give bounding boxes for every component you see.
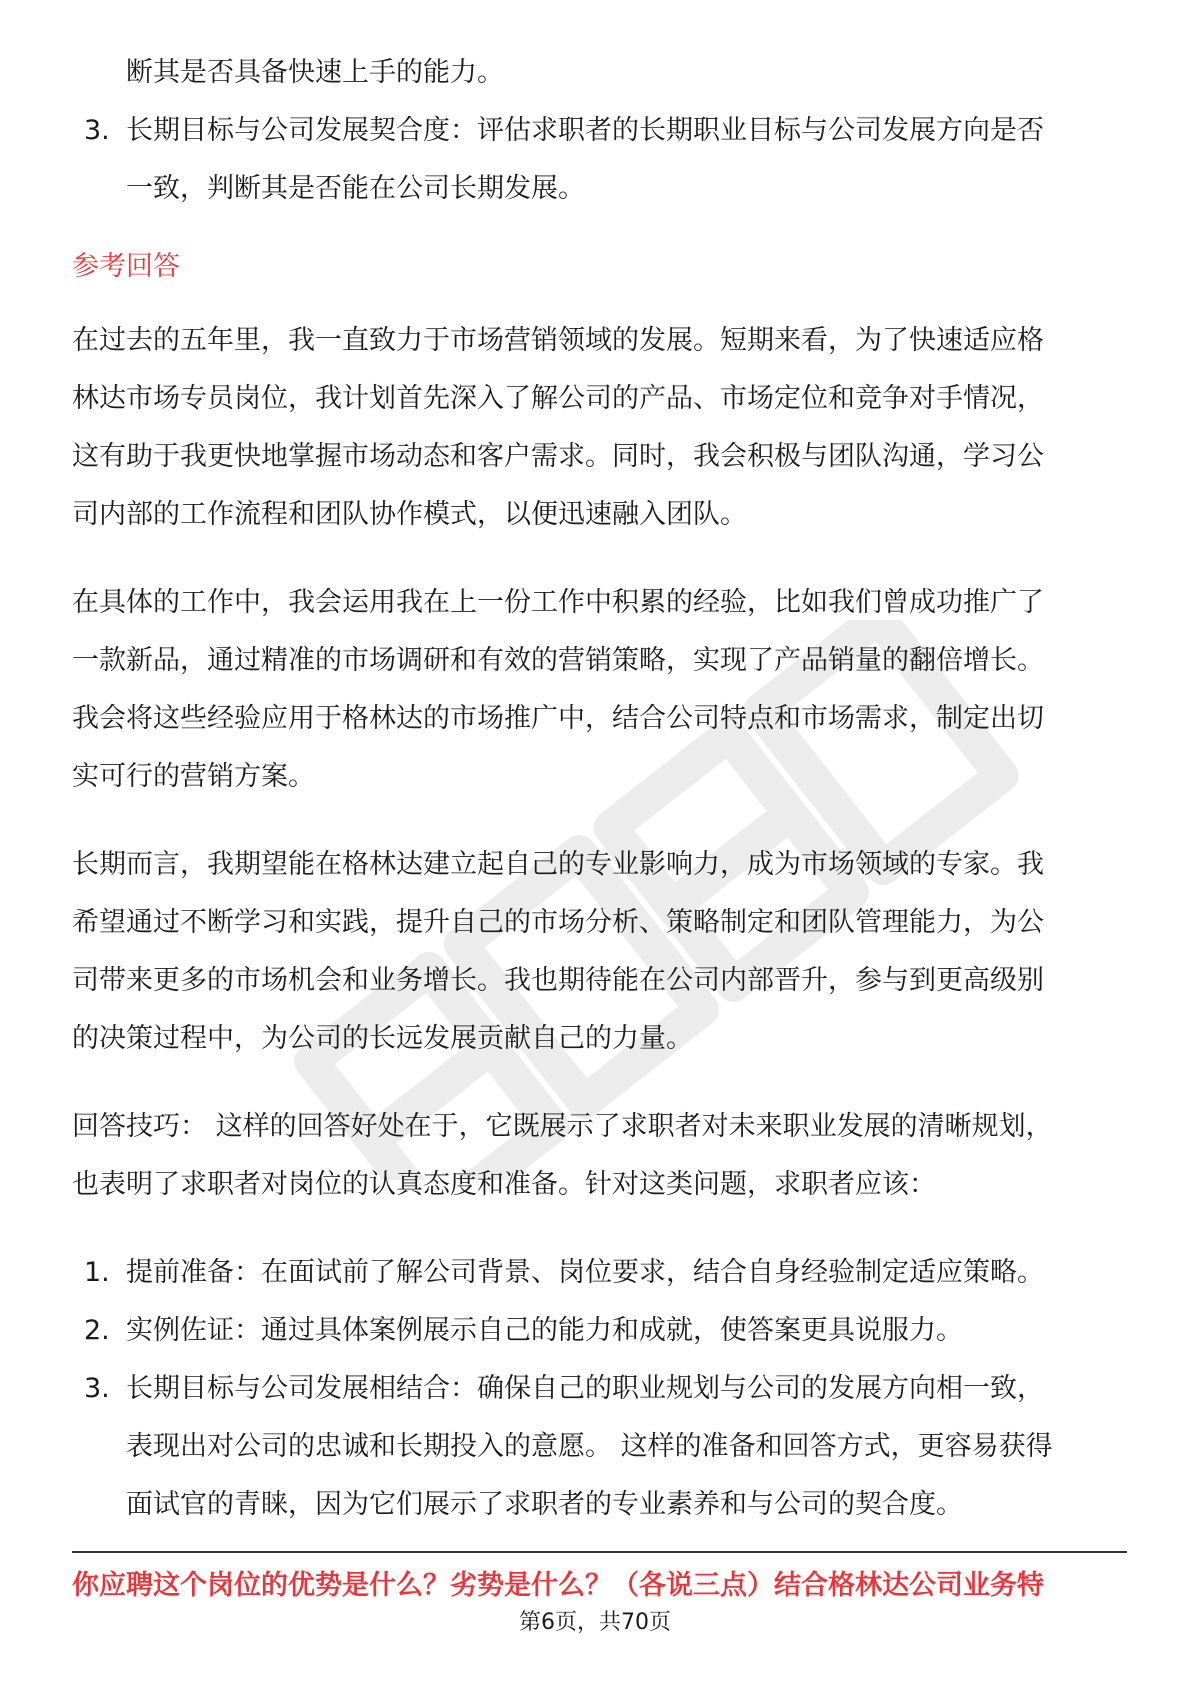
paragraph-line: 林达市场专员岗位，我计划首先深入了解公司的产品、市场定位和竞争对手情况， [72, 383, 1044, 414]
paragraph-line: 实可行的营销方案。 [72, 761, 315, 792]
paragraph-line: 希望通过不断学习和实践，提升自己的市场分析、策略制定和团队管理能力，为公 [72, 907, 1044, 938]
list-item [72, 1302, 1122, 1360]
main-content [72, 44, 1122, 1534]
section-heading: 参考回答 [72, 251, 180, 282]
paragraph-line: 司内部的工作流程和团队协作模式，以便迅速融入团队。 [72, 499, 747, 530]
list-item-text: 面试官的青睐，因为它们展示了求职者的专业素养和与公司的契合度。 [126, 1489, 963, 1520]
paragraph-line: 也表明了求职者对岗位的认真态度和准备。针对这类问题，求职者应该： [72, 1169, 936, 1200]
paragraph-line: 我会将这些经验应用于格林达的市场推广中，结合公司特点和市场需求，制定出切 [72, 703, 1044, 734]
list-number: 2. [84, 1315, 110, 1346]
list-item [72, 102, 1122, 218]
list-item-text: 表现出对公司的忠诚和长期投入的意愿。 这样的准备和回答方式，更容易获得 [126, 1431, 1053, 1462]
list-item-continuation: 断其是否具备快速上手的能力。 [126, 57, 504, 88]
list-item-text: 提前准备：在面试前了解公司背景、岗位要求，结合自身经验制定适应策略。 [126, 1257, 1044, 1288]
paragraph-line: 在具体的工作中，我会运用我在上一份工作中积累的经验，比如我们曾成功推广了 [72, 587, 1044, 618]
paragraph [72, 312, 1122, 544]
tips-list [72, 1244, 1122, 1534]
paragraph-line: 一款新品，通过精准的市场调研和有效的营销策略，实现了产品销量的翻倍增长。 [72, 645, 1044, 676]
footer-divider [72, 1551, 1127, 1553]
list-number: 3. [84, 115, 110, 146]
paragraph-line: 长期而言，我期望能在格林达建立起自己的专业影响力，成为市场领域的专家。我 [72, 849, 1044, 880]
next-question-title: 你应聘这个岗位的优势是什么？劣势是什么？（各说三点）结合格林达公司业务特 [72, 1570, 1044, 1601]
list-item [72, 1360, 1122, 1534]
list-number: 1. [84, 1257, 110, 1288]
paragraph-line: 在过去的五年里，我一直致力于市场营销领域的发展。短期来看，为了快速适应格 [72, 325, 1044, 356]
list-number: 3. [84, 1373, 110, 1404]
list-item-text: 长期目标与公司发展相结合：确保自己的职业规划与公司的发展方向相一致， [126, 1373, 1044, 1404]
list-item-text: 一致，判断其是否能在公司长期发展。 [126, 173, 585, 204]
list-item-text: 长期目标与公司发展契合度：评估求职者的长期职业目标与公司发展方向是否 [126, 115, 1044, 146]
list-item-text: 实例佐证：通过具体案例展示自己的能力和成就，使答案更具说服力。 [126, 1315, 963, 1346]
answer-tips-paragraph [72, 1098, 1122, 1214]
page-number: 第6页，共70页 [519, 1610, 671, 1635]
paragraph-line: 这有助于我更快地掌握市场动态和客户需求。同时，我会积极与团队沟通，学习公 [72, 441, 1044, 472]
paragraph-line: 的决策过程中，为公司的长远发展贡献自己的力量。 [72, 1023, 693, 1054]
paragraph [72, 574, 1122, 806]
paragraph [72, 836, 1122, 1068]
list-item [72, 1244, 1122, 1302]
paragraph-line: 回答技巧： 这样的回答好处在于，它既展示了求职者对未来职业发展的清晰规划， [72, 1111, 1053, 1142]
paragraph-line: 司带来更多的市场机会和业务增长。我也期待能在公司内部晋升，参与到更高级别 [72, 965, 1044, 996]
